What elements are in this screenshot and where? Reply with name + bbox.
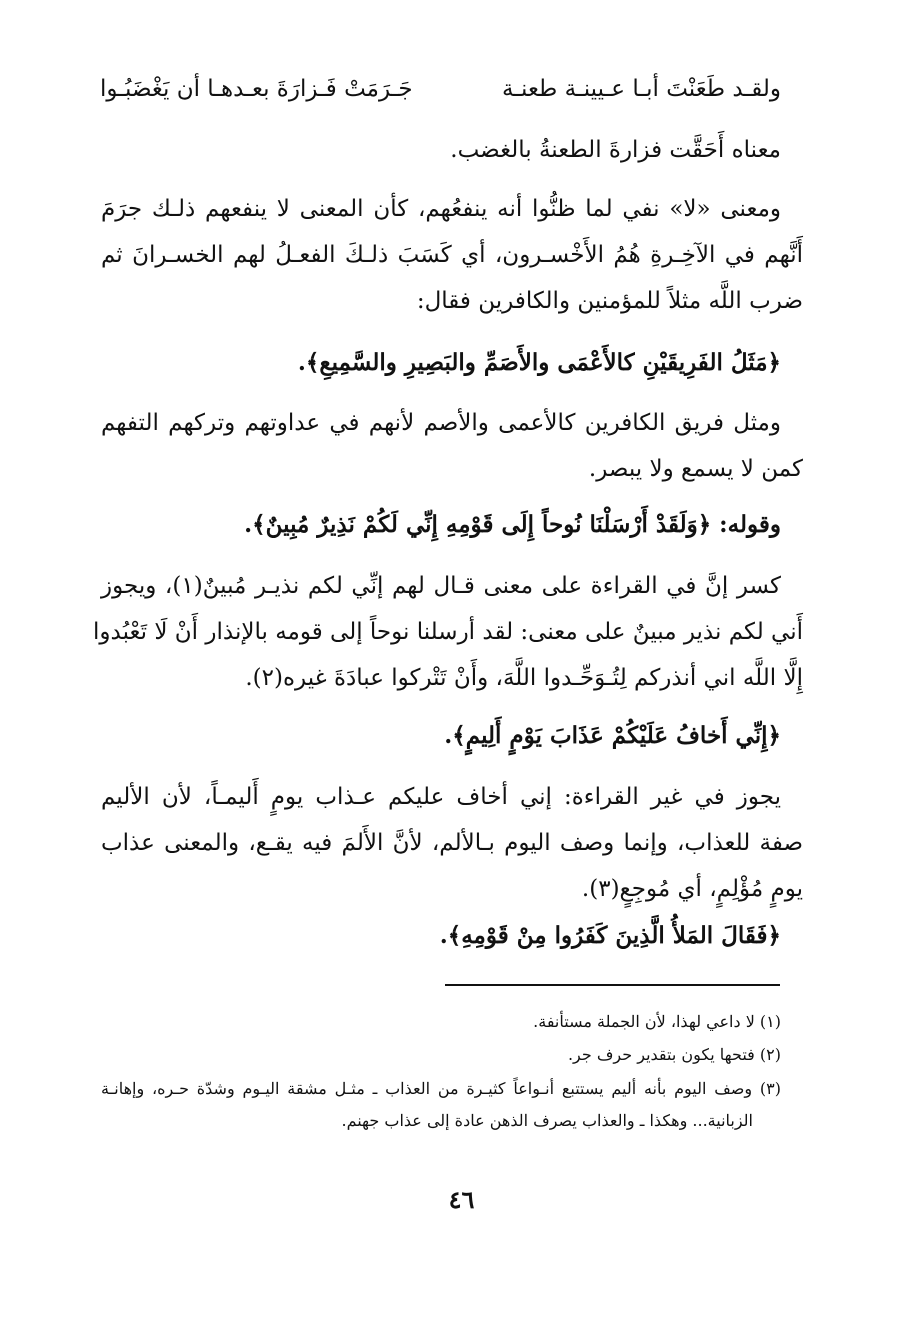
- body-line: أَنَّهم في الآخِـرةِ هُمُ الأَخْسـرون، أي كَسَبَ ذلـكَ الفعـلُ لهم الخسـرانَ ثم: [101, 242, 804, 268]
- footnote: (٢) فتحها يكون بتقدير حرف جر.: [567, 1045, 781, 1064]
- body-line: معناه أَحَقَّت فزارةَ الطعنةُ بالغضب.: [450, 137, 781, 163]
- footnote: (٣) وصف اليوم بأنه أليم يستتبع أنـواعاً كثيـرة من العذاب ـ مثـل مشقة اليـوم وشدّة حـره، وإهانـة: [101, 1079, 781, 1098]
- poem-hemistich-right: ولقـد طَعَنْتَ أبـا عـيينـة طعنـة: [501, 76, 781, 102]
- footnote: (١) لا داعي لهذا، لأن الجملة مستأنفة.: [533, 1012, 781, 1031]
- body-line: أَني لكم نذير مبينٌ على معنى: لقد أرسلنا نوحاً إلى قومه بالإنذار أَنْ لَا تَعْبُدوا: [93, 619, 803, 645]
- quran-verse: ﴿إِنِّي أَخافُ عَلَيْكُمْ عَذَابَ يَوْمٍ أَلِيمٍ﴾.: [444, 722, 781, 749]
- body-line: يجوز في غير القراءة: إني أخاف عليكم عـذاب يومٍ أَليمـاً، لأن الأليم: [101, 784, 781, 810]
- quran-verse: ﴿مَثَلُ الفَرِيقَيْنِ كالأَعْمَى والأَصَمِّ والبَصِيرِ والسَّمِيعِ﴾.: [297, 349, 781, 376]
- body-line: ضرب اللَّه مثلاً للمؤمنين والكافرين فقال:: [416, 288, 803, 314]
- body-line: كسر إنَّ في القراءة على معنى قـال لهم إنِّي لكم نذيـر مُبينٌ(١)، ويجوز: [101, 573, 781, 599]
- poem-hemistich-left: جَـرَمَتْ فَـزارَةَ بعـدهـا أن يَغْضَبُـوا: [100, 76, 413, 102]
- quran-verse: وقوله: ﴿وَلَقَدْ أَرْسَلْنَا نُوحاً إِلَى قَوْمِهِ إِنِّي لَكُمْ نَذِيرٌ مُبِينٌ﴾.: [244, 511, 781, 538]
- body-line: ومثل فريق الكافرين كالأعمى والأصم لأنهم في عداوتهم وتركهم التفهم: [101, 410, 781, 436]
- body-line: ومعنى «لا» نفي لما ظنُّوا أنه ينفعُهم، كأن المعنى لا ينفعهم ذلـك جرَمَ: [101, 196, 781, 222]
- quran-verse: ﴿فَقَالَ المَلأُ الَّذِينَ كَفَرُوا مِنْ قَوْمِهِ﴾.: [439, 922, 781, 949]
- body-line: إِلَّا اللَّه اني أنذركم لِتُـوَحِّـدوا اللَّهَ، وأَنْ تَتْركوا عبادَةَ غيره(٢).: [245, 665, 803, 691]
- body-line: صفة للعذاب، وإنما وصف اليوم بـالألم، لأنَّ الأَلمَ فيه يقـع، والمعنى عذاب: [101, 830, 803, 856]
- body-line: يومٍ مُؤْلِمٍ، أي مُوجِعٍ(٣).: [581, 876, 803, 902]
- page-number: ٤٦: [448, 1185, 475, 1214]
- footnote-separator: [445, 984, 780, 986]
- body-line: كمن لا يسمع ولا يبصر.: [588, 456, 803, 482]
- footnote: الزبانية... وهكذا ـ والعذاب يصرف الذهن عادة إلى عذاب جهنم.: [341, 1111, 753, 1130]
